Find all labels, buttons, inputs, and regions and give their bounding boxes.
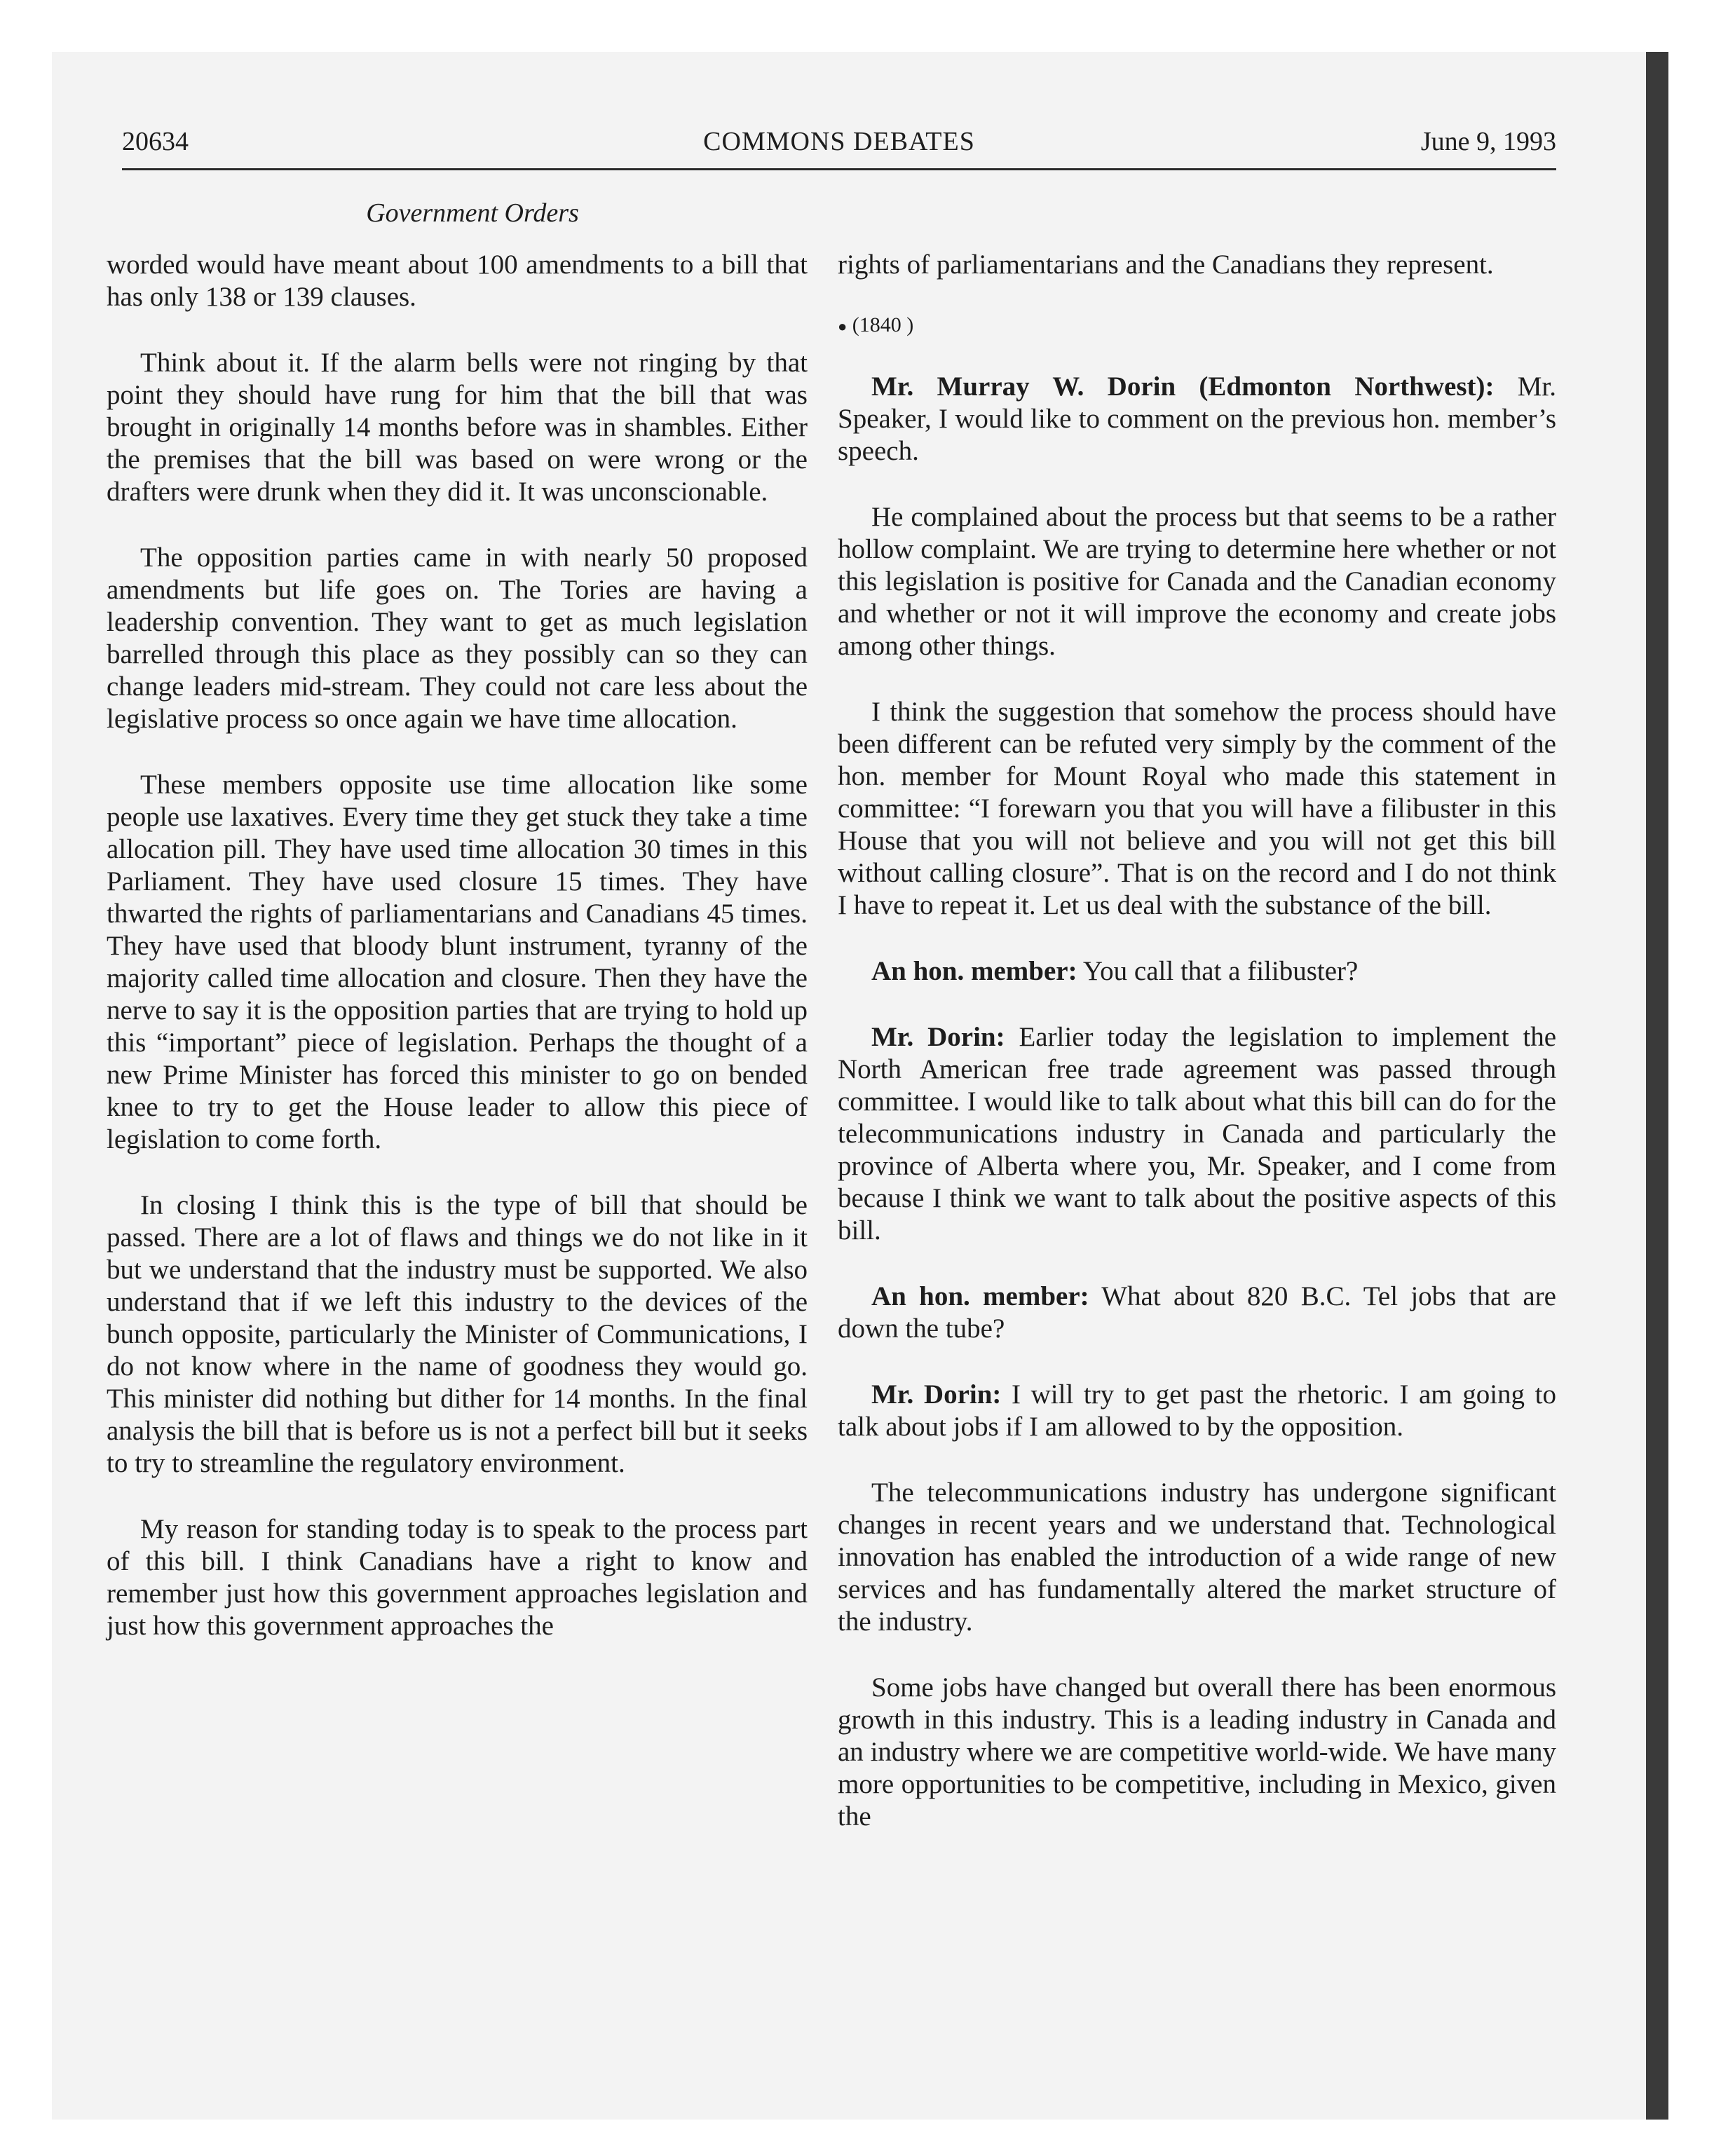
speech-text: Earlier today the legislation to implement the North American free trade agreement was passed through committee. I would like to talk about what this bill can do for the telecommunications industry in Canada and particularly the province of Alberta where you, Mr. Speaker, and I come from because I think we want to talk about the positive aspects of this bill.: [838, 1022, 1557, 1246]
speech: [838, 1379, 1556, 1443]
paragraph: I think the suggestion that somehow the process should have been different can be refuted very simply by the comment of the hon. member for Mount Royal who made this statement in committee: “I forewarn you that you will have a filibuster in this House that you will not believe and you will not get this bill without calling closure”. That is on the record and I do not think I have to repeat it. Let us deal with the substance of the bill.: [838, 697, 1556, 921]
speech: [838, 1021, 1556, 1247]
paragraph: My reason for standing today is to speak to the process part of this bill. I think Canadians have a right to know and remember just how this government approaches legislation and just how this government approaches the: [107, 1514, 808, 1641]
speech-text: What about 820 B.C. Tel jobs that are down the tube?: [838, 1281, 1556, 1344]
time-marker-text: (1840 ): [852, 313, 914, 336]
speaker-name: Mr. Murray W. Dorin (Edmonton Northwest):: [871, 371, 1495, 402]
issue-date: June 9, 1993: [1420, 127, 1556, 156]
right-column: [838, 249, 1556, 1867]
paragraph: He complained about the process but that seems to be a rather hollow complaint. We are trying to determine here whether or not this legislation is positive for Canada and the Canadian economy and whether or not it will improve the economy and create jobs among other things.: [838, 502, 1556, 662]
paragraph: worded would have meant about 100 amendments to a bill that has only 138 or 139 clauses.: [107, 250, 808, 312]
bullet-icon: ●: [838, 318, 848, 336]
time-marker: [838, 309, 1556, 343]
speech-text: Mr. Speaker, I would like to comment on the previous hon. member’s speech.: [838, 371, 1557, 467]
speech-text: I will try to get past the rhetoric. I am going to talk about jobs if I am allowed to by the opposition.: [838, 1379, 1557, 1442]
paragraph: In closing I think this is the type of bill that should be passed. There are a lot of flaws and things we do not like in it but we understand that the industry must be supported. We also understand that if we left this industry to the devices of the bunch opposite, particularly the Minister of Communications, I do not know where in the name of goodness they would go. This minister did nothing but dither for 14 months. In the final analysis the bill that is before us is not a perfect bill but it seeks to try to streamline the regulatory environment.: [107, 1190, 808, 1478]
header-rule: [122, 168, 1556, 170]
running-header: [122, 126, 1556, 168]
scan-edge-shadow: [1646, 52, 1668, 2120]
paragraph: The opposition parties came in with nearly 50 proposed amendments but life goes on. The Tories are having a leadership convention. They want to get as much legislation barrelled through this place as they possibly can so they can change leaders mid-stream. They could not care less about the legislative process so once again we have time allocation.: [107, 543, 808, 734]
paragraph: Some jobs have changed but overall there has been enormous growth in this industry. This is a leading industry in Canada and an industry where we are competitive world-wide. We have many more opportunities to be competitive, including in Mexico, given the: [838, 1672, 1556, 1832]
speech: [838, 1281, 1556, 1345]
speech-text: You call that a filibuster?: [1082, 956, 1359, 987]
speaker-name: Mr. Dorin:: [871, 1022, 1005, 1053]
speaker-name: An hon. member:: [871, 956, 1077, 987]
speaker-name: Mr. Dorin:: [871, 1379, 1002, 1410]
paragraph: These members opposite use time allocation like some people use laxatives. Every time they get stuck they take a time allocation pill. They have used time allocation 30 times in this Parliament. They have used closure 15 times. They have thwarted the rights of parliamentarians and Canadians 45 times. They have used that bloody blunt instrument, tyranny of the majority called time allocation and closure. Then they have the nerve to say it is the opposition parties that are trying to hold up this “important” piece of legislation. Perhaps the thought of a new Prime Minister has forced this minister to go on bended knee to try to get the House leader to allow this piece of legislation to come forth.: [107, 770, 808, 1154]
speech: [838, 371, 1556, 468]
page-number: 20634: [122, 127, 189, 156]
paragraph: The telecommunications industry has undergone significant changes in recent years and we understand that. Technological innovation has enabled the introduction of a wide range of new services and has fundamentally altered the market structure of the industry.: [838, 1478, 1556, 1637]
left-column: [107, 249, 808, 1676]
journal-title: COMMONS DEBATES: [703, 127, 975, 156]
paragraph: rights of parliamentarians and the Canadians they represent.: [838, 250, 1494, 280]
paragraph: Think about it. If the alarm bells were not ringing by that point they should have rung for him that the bill that was brought in originally 14 months before was in shambles. Either the premises that the bill was based on were wrong or the drafters were drunk when they did it. It was unconscionable.: [107, 348, 808, 507]
speech: [838, 955, 1556, 988]
speaker-name: An hon. member:: [871, 1281, 1089, 1312]
section-label: Government Orders: [366, 198, 579, 228]
